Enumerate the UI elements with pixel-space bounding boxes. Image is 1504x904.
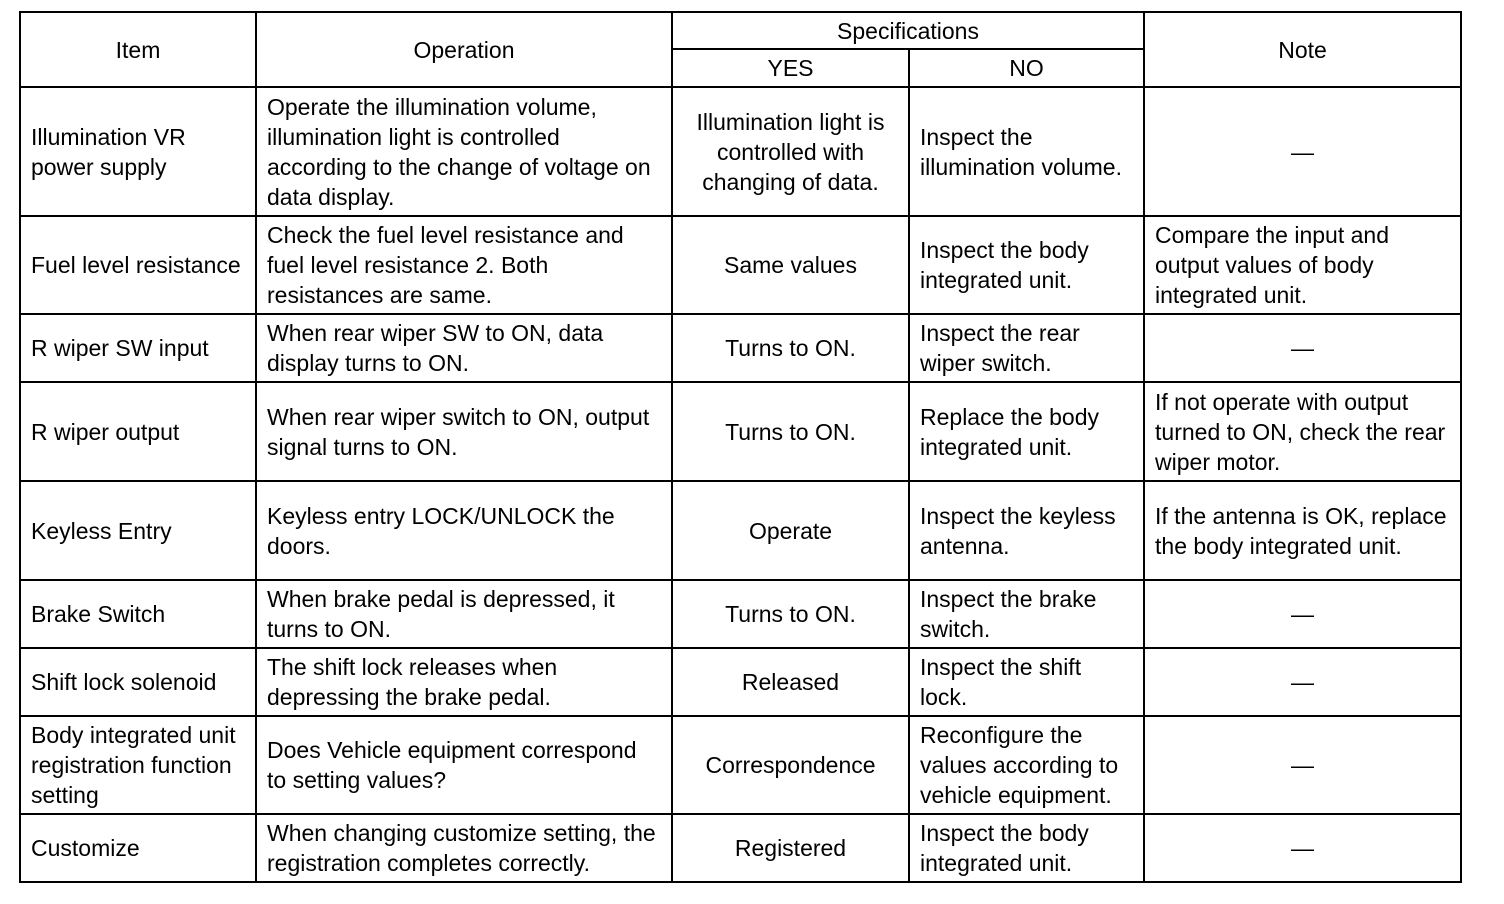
cell-operation: When rear wiper switch to ON, output signal turns to ON. — [256, 382, 672, 481]
cell-note: — — [1144, 87, 1461, 216]
cell-note: — — [1144, 814, 1461, 882]
cell-yes: Illumination light is controlled with changing of data. — [672, 87, 909, 216]
cell-no: Reconfigure the values according to vehicle equipment. — [909, 716, 1144, 814]
cell-operation: Keyless entry LOCK/UNLOCK the doors. — [256, 481, 672, 580]
cell-no: Inspect the illumination volume. — [909, 87, 1144, 216]
cell-item: Customize — [20, 814, 256, 882]
table-row — [20, 814, 1461, 882]
cell-yes: Registered — [672, 814, 909, 882]
specifications-table — [19, 11, 1462, 883]
cell-note: — — [1144, 716, 1461, 814]
cell-operation: When brake pedal is depressed, it turns to ON. — [256, 580, 672, 648]
cell-note: — — [1144, 648, 1461, 716]
cell-yes: Same values — [672, 216, 909, 314]
cell-item: Illumination VR power supply — [20, 87, 256, 216]
cell-note: Compare the input and output values of body integrated unit. — [1144, 216, 1461, 314]
cell-yes: Correspondence — [672, 716, 909, 814]
cell-item: Body integrated unit registration function setting — [20, 716, 256, 814]
cell-yes: Turns to ON. — [672, 382, 909, 481]
cell-operation: Does Vehicle equipment correspond to setting values? — [256, 716, 672, 814]
cell-no: Inspect the body integrated unit. — [909, 216, 1144, 314]
cell-note: — — [1144, 580, 1461, 648]
cell-item: R wiper SW input — [20, 314, 256, 382]
cell-note: If the antenna is OK, replace the body integrated unit. — [1144, 481, 1461, 580]
header-no: NO — [909, 49, 1144, 87]
table-row — [20, 87, 1461, 216]
cell-note: If not operate with output turned to ON, check the rear wiper motor. — [1144, 382, 1461, 481]
header-item: Item — [20, 12, 256, 87]
cell-no: Inspect the brake switch. — [909, 580, 1144, 648]
cell-no: Inspect the shift lock. — [909, 648, 1144, 716]
table-row — [20, 481, 1461, 580]
cell-no: Replace the body integrated unit. — [909, 382, 1144, 481]
cell-item: Keyless Entry — [20, 481, 256, 580]
cell-yes: Operate — [672, 481, 909, 580]
cell-no: Inspect the body integrated unit. — [909, 814, 1144, 882]
cell-no: Inspect the rear wiper switch. — [909, 314, 1144, 382]
cell-operation: When rear wiper SW to ON, data display turns to ON. — [256, 314, 672, 382]
cell-yes: Turns to ON. — [672, 314, 909, 382]
cell-item: R wiper output — [20, 382, 256, 481]
header-yes: YES — [672, 49, 909, 87]
cell-no: Inspect the keyless antenna. — [909, 481, 1144, 580]
cell-note: — — [1144, 314, 1461, 382]
cell-operation: The shift lock releases when depressing the brake pedal. — [256, 648, 672, 716]
table-row — [20, 314, 1461, 382]
header-note: Note — [1144, 12, 1461, 87]
cell-item: Brake Switch — [20, 580, 256, 648]
table-row — [20, 648, 1461, 716]
header-specifications: Specifications — [672, 12, 1144, 49]
cell-yes: Released — [672, 648, 909, 716]
table-row — [20, 716, 1461, 814]
table-row — [20, 580, 1461, 648]
table-row — [20, 216, 1461, 314]
cell-yes: Turns to ON. — [672, 580, 909, 648]
table-row — [20, 382, 1461, 481]
cell-item: Fuel level resistance — [20, 216, 256, 314]
cell-operation: Check the fuel level resistance and fuel level resistance 2. Both resistances are same. — [256, 216, 672, 314]
cell-operation: Operate the illumination volume, illumination light is controlled according to the change of voltage on data display. — [256, 87, 672, 216]
cell-item: Shift lock solenoid — [20, 648, 256, 716]
header-operation: Operation — [256, 12, 672, 87]
cell-operation: When changing customize setting, the registration completes correctly. — [256, 814, 672, 882]
